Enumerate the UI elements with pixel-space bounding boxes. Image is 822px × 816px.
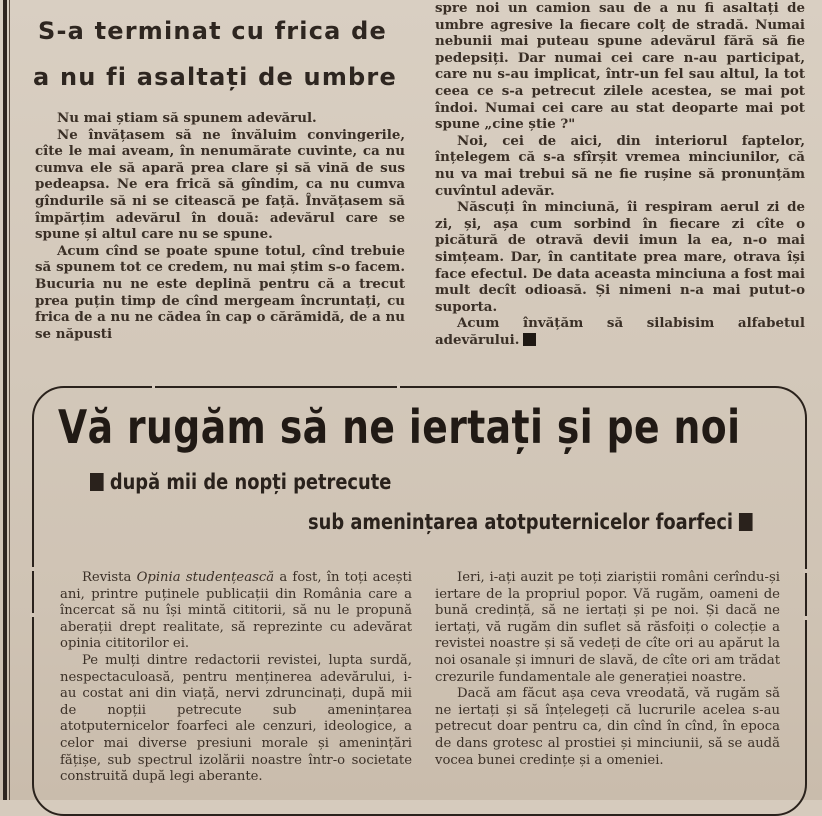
- subtitle-text: după mii de nopți petrecute: [109, 470, 392, 494]
- text: Pe mulți dintre redactorii revistei, lupta surdă, nespectaculoasă, pentru menținerea adevărului, i-au costat ani din viață, nervi zdruncinați, după mii de nopții petrecute sub amenințarea atotputernicelor foarfeci ale cenzuri, ideologice, a celor mai diverse presiuni morale și amenințări fățișe, sub spectrul izolării noastre într-o societate construită după legi aberante.: [60, 652, 412, 785]
- article1-headline-line1: S-a terminat cu frica de: [38, 17, 387, 45]
- text: a fost, în toți acești ani, printre puținele publicații din România care a încercat să nu își mintă cititorii, să nu le propună aberații drept realitate, să reprezinte cu adevărat opinia cititorilor ei.: [60, 570, 412, 652]
- article2-left-column: [60, 570, 412, 786]
- paragraph: Născuți în minciună, îi respiram aerul zi de zi, și, așa cum sorbind în fiecare zi cîte o picătură de otravă devii imun la ea, n-o mai simțeam. Dar, în cantitate prea mare, otrava își face efectul. De data aceasta minciuna a fost mai mult decît odioasă. Și nimeni n-a mai putut-o suporta.: [435, 199, 805, 315]
- paragraph: Acum cînd se poate spune totul, cînd trebuie să spunem tot ce credem, nu mai știm s-o facem. Bucuria nu ne este deplină pentru că a trecut prea puțin timp de cînd mergeam încruntați, cu frica de a nu ne cădea în cap o cărămidă, de a nu se năpusti: [35, 242, 405, 342]
- bullet-square-icon: [90, 473, 104, 491]
- paragraph: [60, 653, 412, 786]
- frame-gap: [30, 613, 35, 617]
- column-rule-thin: [9, 0, 10, 800]
- paragraph: Dacă am făcut așa ceva vreodată, vă rugăm să ne iertați și să înțelegeți că lucrurile acelea s-au petrecut doar pentru ca, din cînd în cînd, în epoca de dans grotesc al prostiei și minciunii, să se audă vocea bunei credințe și a omeniei.: [435, 686, 780, 768]
- frame-gap: [803, 569, 808, 573]
- paragraph: Ieri, i-ați auzit pe toți ziariștii români cerîndu-și iertare de la propriul popor. Vă rugăm, oameni de bună credință, să ne iertați și pe noi. Și dacă ne iertați, vă rugăm din suflet să răsfoiți o colecție a revistei noastre și să vedeți de cîte ori au apărut la noi osanale și imnuri de slavă, de cîte ori am trădat crezurile fundamentale ale generației noastre.: [435, 570, 780, 685]
- frame-gap: [152, 383, 155, 388]
- article1-headline-line2: a nu fi asaltați de umbre: [33, 63, 397, 91]
- frame-gap: [803, 616, 808, 620]
- end-mark-icon: [523, 333, 536, 346]
- publication-name: Opinia studențească: [136, 570, 275, 585]
- subtitle-text: sub amenințarea atotputernicelor foarfeci: [308, 510, 734, 534]
- article2-right-column: [435, 570, 780, 769]
- paragraph-text: Acum învățăm să silabisim alfabetul adevărului.: [435, 315, 805, 348]
- article2-subtitle-line1: [90, 470, 391, 494]
- paragraph: Noi, cei de aici, din interiorul faptelor, înțelegem că s-a sfîrșit vremea minciunilor, că nu va mai trebui să ne fie rușine să pronunțăm cuvîntul adevăr.: [435, 132, 805, 199]
- paragraph: Ne învățasem să ne învăluim convingerile, cîte le mai aveam, în nenumărate cuvinte, ca nu cumva ele să apară prea clare și să vină de sus pedeapsa. Ne era frică să gîndim, ca nu cumva gîndurile să ni se citească pe față. Învățasem să împărțim adevărul în două: adevărul care se spune și altul care nu se spune.: [35, 126, 405, 243]
- frame-gap: [30, 567, 35, 571]
- text: Revista: [82, 570, 137, 585]
- frame-gap: [397, 383, 400, 388]
- paragraph-final: [435, 315, 805, 348]
- article2-subtitle-line2: [308, 510, 753, 534]
- article1-left-column: [35, 110, 405, 342]
- article1-right-column: [435, 0, 805, 348]
- paragraph: Nu mai știam să spunem adevărul.: [57, 110, 317, 126]
- article2-title: Vă rugăm să ne iertați și pe noi: [58, 400, 741, 454]
- column-rule: [3, 0, 7, 800]
- bullet-square-icon: [739, 513, 753, 531]
- paragraph: [60, 570, 412, 653]
- paragraph: spre noi un camion sau de a nu fi asaltați de umbre agresive la fiecare colț de stradă. Numai nebunii mai puteau spune adevărul fără să fie pedepsiți. Dar numai cei care n-au participat, care nu s-au implicat, într-un fel sau altul, la tot ceea ce s-a petrecut zilele acestea, se mai pot îndoi. Numai cei care au stat deoparte mai pot spune „cine știe ?": [435, 0, 805, 133]
